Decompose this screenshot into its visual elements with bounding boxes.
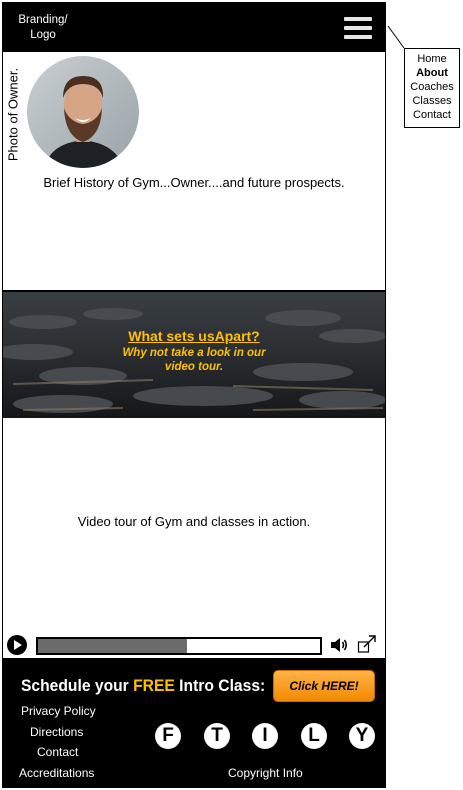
contact-link[interactable]: Contact <box>37 745 79 759</box>
privacy-policy-link[interactable]: Privacy Policy <box>21 704 96 718</box>
banner-subtitle: Why not take a look in our video tour. <box>122 347 266 373</box>
nav-item-contact[interactable]: Contact <box>413 109 451 121</box>
video-tour-banner[interactable] <box>3 291 385 419</box>
video-player[interactable] <box>3 418 385 658</box>
play-icon[interactable] <box>7 635 27 655</box>
nav-item-home[interactable]: Home <box>417 53 447 65</box>
site-header <box>3 3 385 52</box>
facebook-icon[interactable]: F <box>155 723 181 749</box>
nav-menu-callout <box>404 48 460 128</box>
site-footer <box>3 658 385 788</box>
menu-callout-pointer <box>386 24 406 84</box>
accreditations-link[interactable]: Accreditations <box>19 766 95 780</box>
nav-item-classes[interactable]: Classes <box>412 95 452 107</box>
schedule-intro-heading: Schedule your FREE Intro Class: <box>21 676 266 695</box>
nav-item-coaches[interactable]: Coaches <box>410 81 454 93</box>
nav-item-about[interactable]: About <box>416 67 448 79</box>
owner-photo <box>27 56 139 168</box>
twitter-icon[interactable]: T <box>204 723 230 749</box>
directions-link[interactable]: Directions <box>30 725 84 739</box>
about-section <box>3 52 385 291</box>
youtube-icon[interactable]: Y <box>349 723 375 749</box>
video-progress-fill <box>38 639 187 653</box>
video-caption: Video tour of Gym and classes in action. <box>77 514 311 529</box>
gym-history-text: Brief History of Gym...Owner....and future prospects. <box>43 175 345 190</box>
linkedin-icon[interactable]: L <box>301 723 327 749</box>
fullscreen-icon[interactable] <box>357 634 377 654</box>
branding-logo[interactable]: Branding/ Logo <box>18 14 68 41</box>
video-progress-bar[interactable] <box>36 637 322 655</box>
video-controls <box>3 632 385 658</box>
owner-photo-label: Photo of Owner. <box>5 67 21 162</box>
instagram-icon[interactable]: I <box>252 723 278 749</box>
click-here-button[interactable]: Click HERE! <box>273 670 375 702</box>
copyright-info: Copyright Info <box>228 766 303 780</box>
hamburger-menu-icon[interactable] <box>344 17 372 39</box>
volume-icon[interactable] <box>329 635 349 655</box>
banner-title[interactable]: What sets usApart? <box>128 328 260 344</box>
